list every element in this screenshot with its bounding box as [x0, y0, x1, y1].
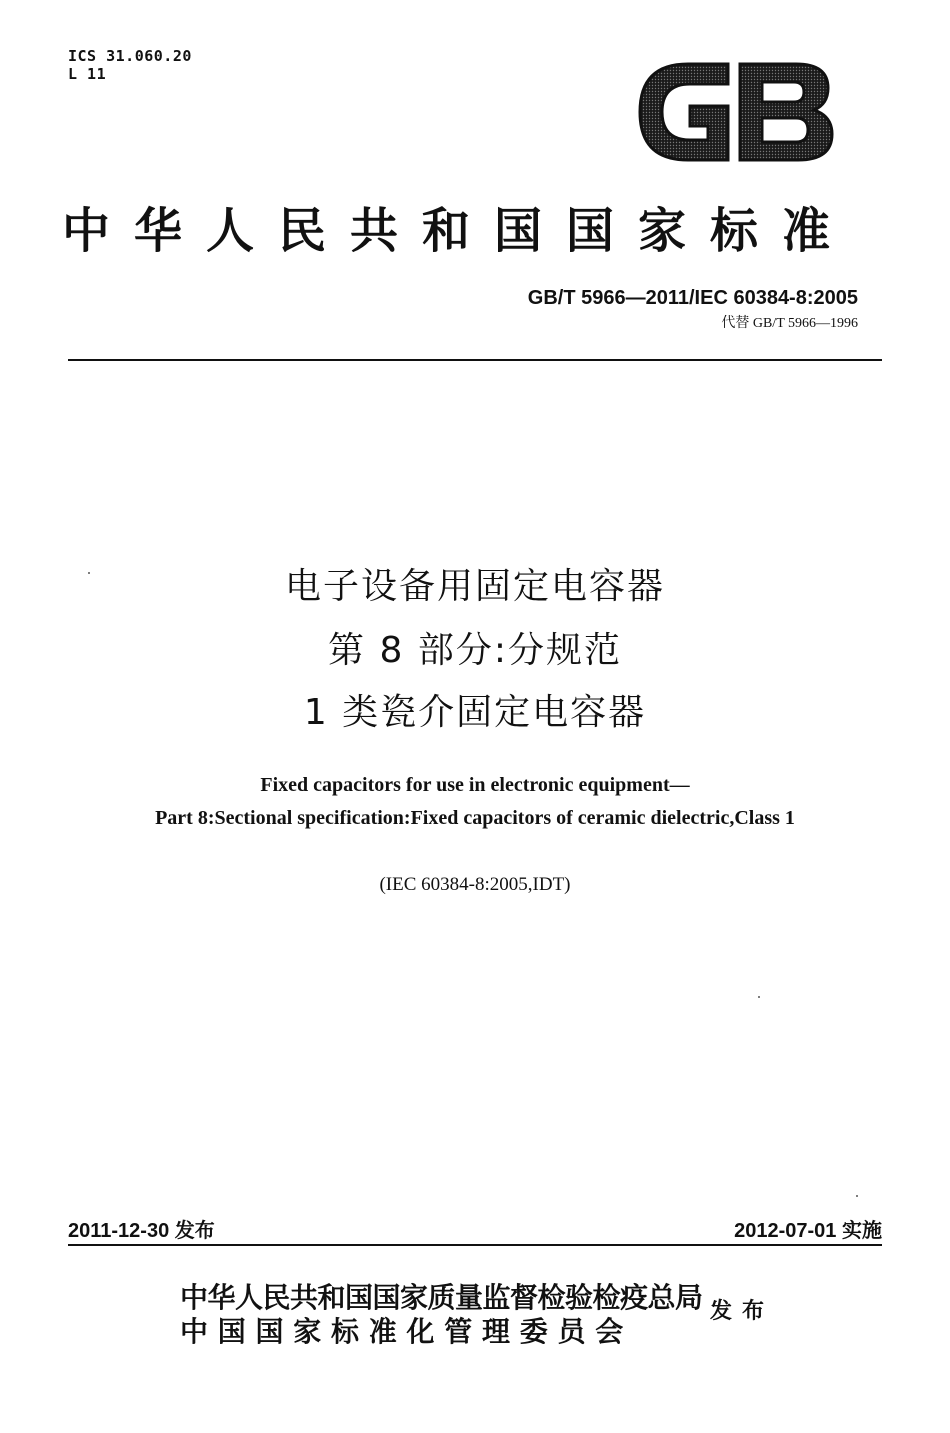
national-standard-heading: 中华人民共和国国家标准: [62, 203, 855, 259]
issuer-line-2: 中 国 国 家 标 准 化 管 理 委 员 会: [180, 1315, 624, 1348]
replaces-note: 代替 GB/T 5966—1996: [721, 316, 858, 331]
issue-date: 2011-12-30 发布: [68, 1220, 215, 1242]
standard-number: GB/T 5966—2011/IEC 60384-8:2005: [527, 287, 858, 309]
publish-label: 发布: [710, 1298, 775, 1324]
classification-codes: [68, 47, 192, 83]
cn-title-line-2: 第 8 部分:分规范: [328, 630, 622, 671]
cn-title-line-1: 电子设备用固定电容器: [284, 566, 665, 607]
implementation-date: 2012-07-01 实施: [734, 1220, 882, 1242]
footer-divider: [68, 1244, 882, 1246]
en-title-line-2: Part 8:Sectional specification:Fixed capacitors of ceramic dielectric,Class 1: [155, 807, 795, 829]
en-title-line-1: Fixed capacitors for use in electronic equipment—: [260, 774, 690, 796]
header-divider: [68, 359, 882, 361]
issuer-line-1: 中华人民共和国国家质量监督检验检疫总局: [180, 1281, 703, 1314]
ccs-code: L 11: [68, 65, 107, 83]
ics-code: ICS 31.060.20: [68, 47, 192, 65]
scan-speck: [88, 572, 90, 574]
gb-logo-icon: [636, 60, 836, 164]
scan-speck: [856, 1195, 858, 1197]
equivalence-note: (IEC 60384-8:2005,IDT): [379, 874, 571, 895]
cn-title-line-3: 1 类瓷介固定电容器: [303, 692, 647, 733]
scan-speck: [758, 996, 760, 998]
